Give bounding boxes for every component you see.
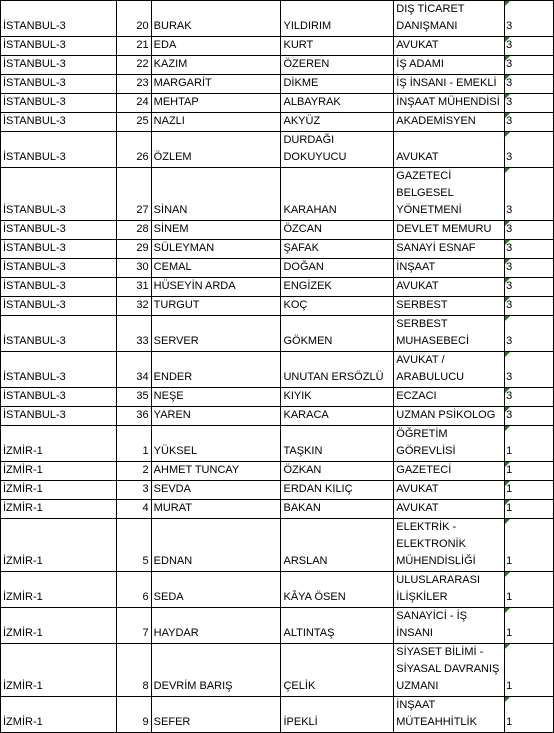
occupation-cell[interactable]: AVUKAT / ARABULUCU: [394, 352, 505, 388]
occupation-cell[interactable]: SİYASET BİLİMİ - SİYASAL DAVRANIŞ UZMANI: [394, 644, 505, 697]
city-cell[interactable]: İSTANBUL-3: [1, 388, 117, 407]
first-name-cell[interactable]: HAYDAR: [151, 608, 281, 644]
last-name-cell[interactable]: ALBAYRAK: [281, 94, 394, 113]
table-row: [1, 608, 554, 644]
region-code-cell[interactable]: 3: [505, 240, 554, 259]
last-name-cell[interactable]: TAŞKIN: [281, 426, 394, 462]
last-name-cell[interactable]: KURT: [281, 37, 394, 56]
table-row: [1, 56, 554, 75]
city-cell[interactable]: İSTANBUL-3: [1, 168, 117, 221]
first-name-cell[interactable]: DEVRİM BARIŞ: [151, 644, 281, 697]
occupation-cell[interactable]: SANAYİ ESNAF: [394, 240, 505, 259]
table-row: [1, 697, 554, 733]
table-row: [1, 388, 554, 407]
region-code-cell[interactable]: 1: [505, 644, 554, 697]
occupation-cell[interactable]: AVUKAT: [394, 132, 505, 168]
city-cell[interactable]: İZMİR-1: [1, 608, 117, 644]
occupation-cell[interactable]: ECZACI: [394, 388, 505, 407]
city-cell[interactable]: İSTANBUL-3: [1, 113, 117, 132]
occupation-cell[interactable]: ULUSLARARASI İLİŞKİLER: [394, 572, 505, 608]
city-cell[interactable]: İSTANBUL-3: [1, 407, 117, 426]
occupation-cell[interactable]: İŞ İNSANI - EMEKLİ: [394, 75, 505, 94]
table-row: [1, 94, 554, 113]
region-code-cell[interactable]: 3: [505, 259, 554, 278]
region-code-cell[interactable]: 1: [505, 608, 554, 644]
city-cell[interactable]: İZMİR-1: [1, 697, 117, 733]
candidate-number-cell[interactable]: 30: [116, 259, 151, 278]
occupation-cell[interactable]: GAZETECİ: [394, 462, 505, 481]
region-code-cell[interactable]: 1: [505, 426, 554, 462]
table-row: [1, 519, 554, 572]
last-name-cell[interactable]: AKYÜZ: [281, 113, 394, 132]
region-code-cell[interactable]: 3: [505, 75, 554, 94]
first-name-cell[interactable]: KAZIM: [151, 56, 281, 75]
last-name-cell[interactable]: KARAHAN: [281, 168, 394, 221]
first-name-cell[interactable]: SEVDA: [151, 481, 281, 500]
last-name-cell[interactable]: GÖKMEN: [281, 316, 394, 352]
last-name-cell[interactable]: ALTINTAŞ: [281, 608, 394, 644]
last-name-cell[interactable]: KARACA: [281, 407, 394, 426]
region-code-cell[interactable]: 3: [505, 1, 554, 37]
city-cell[interactable]: İSTANBUL-3: [1, 297, 117, 316]
last-name-cell[interactable]: DİKME: [281, 75, 394, 94]
occupation-cell[interactable]: DIŞ TİCARET DANIŞMANI: [394, 1, 505, 37]
first-name-cell[interactable]: ÖZLEM: [151, 132, 281, 168]
table-row: [1, 240, 554, 259]
region-code-cell[interactable]: 1: [505, 519, 554, 572]
candidate-number-cell[interactable]: 6: [116, 572, 151, 608]
last-name-cell[interactable]: ENGİZEK: [281, 278, 394, 297]
city-cell[interactable]: İSTANBUL-3: [1, 56, 117, 75]
occupation-cell[interactable]: ÖĞRETİM GÖREVLİSİ: [394, 426, 505, 462]
occupation-cell[interactable]: UZMAN PSİKOLOG: [394, 407, 505, 426]
occupation-cell[interactable]: DEVLET MEMURU: [394, 221, 505, 240]
first-name-cell[interactable]: HÜSEYİN ARDA: [151, 278, 281, 297]
candidate-number-cell[interactable]: 24: [116, 94, 151, 113]
candidate-number-cell[interactable]: 26: [116, 132, 151, 168]
last-name-cell[interactable]: ARSLAN: [281, 519, 394, 572]
region-code-cell[interactable]: 3: [505, 278, 554, 297]
region-code-cell[interactable]: 3: [505, 37, 554, 56]
occupation-cell[interactable]: İNŞAAT MÜHENDİSİ: [394, 94, 505, 113]
table-row: [1, 316, 554, 352]
first-name-cell[interactable]: CEMAL: [151, 259, 281, 278]
last-name-cell[interactable]: ÖZEREN: [281, 56, 394, 75]
table-row: [1, 221, 554, 240]
region-code-cell[interactable]: 1: [505, 697, 554, 733]
candidate-number-cell[interactable]: 29: [116, 240, 151, 259]
occupation-cell[interactable]: SERBEST: [394, 297, 505, 316]
table-row: [1, 572, 554, 608]
region-code-cell[interactable]: 3: [505, 168, 554, 221]
first-name-cell[interactable]: BURAK: [151, 1, 281, 37]
region-code-cell[interactable]: 1: [505, 572, 554, 608]
occupation-cell[interactable]: ELEKTRİK - ELEKTRONİK MÜHENDİSLİĞİ: [394, 519, 505, 572]
table-row: [1, 462, 554, 481]
city-cell[interactable]: İSTANBUL-3: [1, 240, 117, 259]
table-row: [1, 37, 554, 56]
occupation-cell[interactable]: SERBEST MUHASEBECİ: [394, 316, 505, 352]
last-name-cell[interactable]: ERDAN KILIÇ: [281, 481, 394, 500]
region-code-cell[interactable]: 3: [505, 56, 554, 75]
candidate-number-cell[interactable]: 20: [116, 1, 151, 37]
spreadsheet-body: [1, 1, 554, 733]
city-cell[interactable]: İSTANBUL-3: [1, 94, 117, 113]
first-name-cell[interactable]: EDA: [151, 37, 281, 56]
city-cell[interactable]: İSTANBUL-3: [1, 37, 117, 56]
region-code-cell[interactable]: 1: [505, 481, 554, 500]
first-name-cell[interactable]: ENDER: [151, 352, 281, 388]
first-name-cell[interactable]: TURGUT: [151, 297, 281, 316]
last-name-cell[interactable]: ÖZCAN: [281, 221, 394, 240]
candidate-number-cell[interactable]: 25: [116, 113, 151, 132]
first-name-cell[interactable]: SİNEM: [151, 221, 281, 240]
first-name-cell[interactable]: SEDA: [151, 572, 281, 608]
first-name-cell[interactable]: NAZLI: [151, 113, 281, 132]
occupation-cell[interactable]: İNŞAAT MÜTEAHHİTLİK: [394, 697, 505, 733]
region-code-cell[interactable]: 1: [505, 500, 554, 519]
first-name-cell[interactable]: MURAT: [151, 500, 281, 519]
city-cell[interactable]: İZMİR-1: [1, 500, 117, 519]
region-code-cell[interactable]: 3: [505, 388, 554, 407]
last-name-cell[interactable]: KIYIK: [281, 388, 394, 407]
occupation-cell[interactable]: İŞ ADAMI: [394, 56, 505, 75]
city-cell[interactable]: İZMİR-1: [1, 572, 117, 608]
table-row: [1, 1, 554, 37]
candidate-number-cell[interactable]: 3: [116, 481, 151, 500]
city-cell[interactable]: İZMİR-1: [1, 462, 117, 481]
table-row: [1, 481, 554, 500]
occupation-cell[interactable]: GAZETECİ BELGESEL YÖNETMENİ: [394, 168, 505, 221]
occupation-cell[interactable]: SANAYİCİ - İŞ İNSANI: [394, 608, 505, 644]
last-name-cell[interactable]: ÇELİK: [281, 644, 394, 697]
candidate-number-cell[interactable]: 21: [116, 37, 151, 56]
last-name-cell[interactable]: ŞAFAK: [281, 240, 394, 259]
table-row: [1, 132, 554, 168]
table-row: [1, 259, 554, 278]
occupation-cell[interactable]: AVUKAT: [394, 500, 505, 519]
city-cell[interactable]: İZMİR-1: [1, 481, 117, 500]
first-name-cell[interactable]: SEFER: [151, 697, 281, 733]
first-name-cell[interactable]: YÜKSEL: [151, 426, 281, 462]
candidate-number-cell[interactable]: 9: [116, 697, 151, 733]
candidate-number-cell[interactable]: 27: [116, 168, 151, 221]
candidate-number-cell[interactable]: 1: [116, 426, 151, 462]
region-code-cell[interactable]: 3: [505, 221, 554, 240]
first-name-cell[interactable]: SİNAN: [151, 168, 281, 221]
region-code-cell[interactable]: 3: [505, 113, 554, 132]
city-cell[interactable]: İSTANBUL-3: [1, 316, 117, 352]
region-code-cell[interactable]: 3: [505, 316, 554, 352]
table-row: [1, 75, 554, 94]
occupation-cell[interactable]: AVUKAT: [394, 481, 505, 500]
candidate-number-cell[interactable]: 5: [116, 519, 151, 572]
city-cell[interactable]: İSTANBUL-3: [1, 352, 117, 388]
table-row: [1, 352, 554, 388]
table-row: [1, 426, 554, 462]
candidate-number-cell[interactable]: 2: [116, 462, 151, 481]
last-name-cell[interactable]: DOĞAN: [281, 259, 394, 278]
city-cell[interactable]: İSTANBUL-3: [1, 278, 117, 297]
first-name-cell[interactable]: MARGARİT: [151, 75, 281, 94]
table-row: [1, 113, 554, 132]
candidate-number-cell[interactable]: 35: [116, 388, 151, 407]
first-name-cell[interactable]: SERVER: [151, 316, 281, 352]
first-name-cell[interactable]: SÜLEYMAN: [151, 240, 281, 259]
region-code-cell[interactable]: 1: [505, 462, 554, 481]
table-row: [1, 644, 554, 697]
region-code-cell[interactable]: 3: [505, 352, 554, 388]
region-code-cell[interactable]: 3: [505, 132, 554, 168]
first-name-cell[interactable]: AHMET TUNCAY: [151, 462, 281, 481]
candidate-number-cell[interactable]: 22: [116, 56, 151, 75]
table-row: [1, 278, 554, 297]
candidate-number-cell[interactable]: 23: [116, 75, 151, 94]
table-row: [1, 297, 554, 316]
candidate-number-cell[interactable]: 8: [116, 644, 151, 697]
table-row: [1, 168, 554, 221]
region-code-cell[interactable]: 3: [505, 407, 554, 426]
first-name-cell[interactable]: NEŞE: [151, 388, 281, 407]
last-name-cell[interactable]: BAKAN: [281, 500, 394, 519]
first-name-cell[interactable]: YAREN: [151, 407, 281, 426]
candidate-number-cell[interactable]: 36: [116, 407, 151, 426]
city-cell[interactable]: İZMİR-1: [1, 426, 117, 462]
candidate-number-cell[interactable]: 32: [116, 297, 151, 316]
candidate-number-cell[interactable]: 4: [116, 500, 151, 519]
last-name-cell[interactable]: İPEKLİ: [281, 697, 394, 733]
table-row: [1, 500, 554, 519]
occupation-cell[interactable]: AVUKAT: [394, 37, 505, 56]
occupation-cell[interactable]: AVUKAT: [394, 278, 505, 297]
region-code-cell[interactable]: 3: [505, 297, 554, 316]
occupation-cell[interactable]: AKADEMİSYEN: [394, 113, 505, 132]
city-cell[interactable]: İSTANBUL-3: [1, 132, 117, 168]
first-name-cell[interactable]: EDNAN: [151, 519, 281, 572]
city-cell[interactable]: İZMİR-1: [1, 644, 117, 697]
city-cell[interactable]: İSTANBUL-3: [1, 1, 117, 37]
first-name-cell[interactable]: MEHTAP: [151, 94, 281, 113]
occupation-cell[interactable]: İNŞAAT: [394, 259, 505, 278]
city-cell[interactable]: İSTANBUL-3: [1, 75, 117, 94]
last-name-cell[interactable]: KÂYA ÖSEN: [281, 572, 394, 608]
city-cell[interactable]: İSTANBUL-3: [1, 221, 117, 240]
region-code-cell[interactable]: 3: [505, 94, 554, 113]
city-cell[interactable]: İSTANBUL-3: [1, 259, 117, 278]
last-name-cell[interactable]: YILDIRIM: [281, 1, 394, 37]
table-row: [1, 407, 554, 426]
last-name-cell[interactable]: ÖZKAN: [281, 462, 394, 481]
candidate-number-cell[interactable]: 28: [116, 221, 151, 240]
last-name-cell[interactable]: UNUTAN ERSÖZLÜ: [281, 352, 394, 388]
candidate-number-cell[interactable]: 7: [116, 608, 151, 644]
candidate-number-cell[interactable]: 31: [116, 278, 151, 297]
city-cell[interactable]: İZMİR-1: [1, 519, 117, 572]
last-name-cell[interactable]: DURDAĞI DOKUYUCU: [281, 132, 394, 168]
candidate-number-cell[interactable]: 33: [116, 316, 151, 352]
candidate-number-cell[interactable]: 34: [116, 352, 151, 388]
last-name-cell[interactable]: KOÇ: [281, 297, 394, 316]
